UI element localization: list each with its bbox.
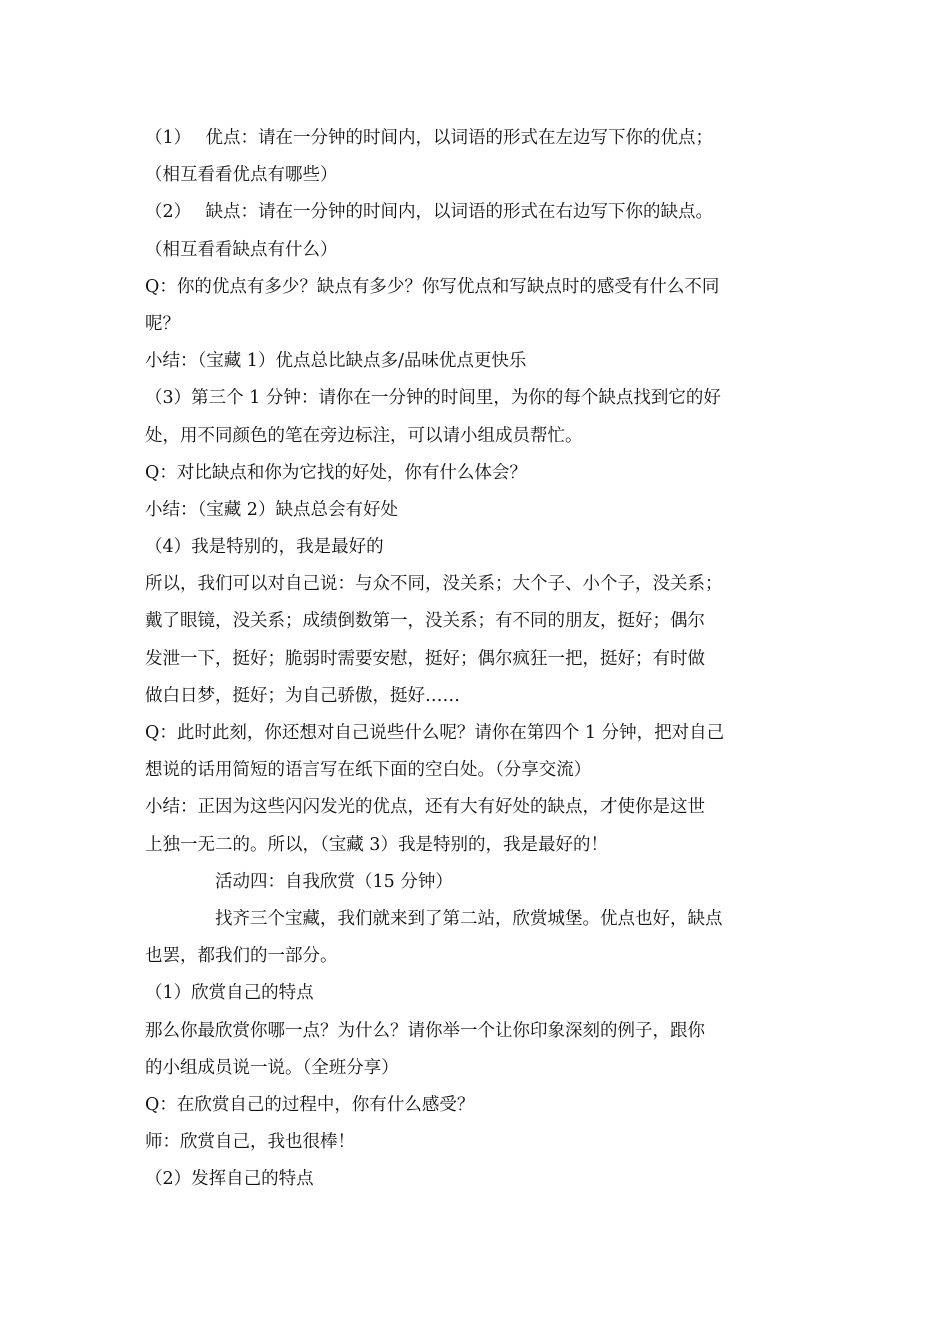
text-line: （相互看看缺点有什么） (145, 239, 338, 260)
text-line: （2） 缺点：请在一分钟的时间内，以词语的形式在右边写下你的缺点。 (145, 202, 713, 223)
question-line: Q：你的优点有多少？缺点有多少？你写优点和写缺点时的感受有什么不同 (145, 276, 720, 297)
subheading: （2）发挥自己的特点 (145, 1169, 314, 1190)
text-line: （3）第三个 1 分钟：请你在一分钟的时间里，为你的每个缺点找到它的好 (145, 388, 721, 409)
question-line: Q：在欣赏自己的过程中，你有什么感受？ (145, 1094, 475, 1115)
text-line: （4）我是特别的，我是最好的 (145, 537, 384, 558)
text-line: 上独一无二的。所以，（宝藏 3）我是特别的，我是最好的！ (145, 834, 608, 855)
teacher-line: 师：欣赏自己，我也很棒！ (145, 1132, 355, 1153)
section-heading: 活动四：自我欣赏（15 分钟） (215, 871, 453, 892)
text-line: 的小组成员说一说。（全班分享） (145, 1057, 399, 1078)
text-line: 也罢，都我们的一部分。 (145, 946, 338, 967)
question-line: Q：对比缺点和你为它找的好处，你有什么体会？ (145, 462, 527, 483)
text-line: 做白日梦，挺好；为自己骄傲，挺好…… (145, 685, 460, 706)
text-line: 发泄一下，挺好；脆弱时需要安慰，挺好；偶尔疯狂一把，挺好；有时做 (145, 648, 705, 669)
text-line: 那么你最欣赏你哪一点？为什么？请你举一个让你印象深刻的例子，跟你 (145, 1020, 705, 1041)
subheading: （1）欣赏自己的特点 (145, 983, 314, 1004)
summary-line: 小结：（宝藏 2）缺点总会有好处 (145, 499, 398, 520)
text-line: 戴了眼镜，没关系；成绩倒数第一，没关系；有不同的朋友，挺好；偶尔 (145, 611, 705, 632)
document-body (145, 120, 810, 1198)
question-line: Q：此时此刻，你还想对自己说些什么呢？请你在第四个 1 分钟，把对自己 (145, 723, 725, 743)
summary-line: 小结：（宝藏 1）优点总比缺点多/品味优点更快乐 (145, 351, 527, 372)
text-line: 想说的话用简短的语言写在纸下面的空白处。（分享交流） (145, 760, 592, 781)
text-line: 所以，我们可以对自己说：与众不同，没关系；大个子、小个子，没关系； (145, 574, 723, 595)
summary-line: 小结：正因为这些闪闪发光的优点，还有大有好处的缺点，才使你是这世 (145, 797, 705, 818)
text-line: 呢？ (145, 313, 180, 334)
paragraph-start: 找齐三个宝藏，我们就来到了第二站，欣赏城堡。优点也好，缺点 (215, 908, 723, 929)
text-line: 处，用不同颜色的笔在旁边标注，可以请小组成员帮忙。 (145, 425, 583, 446)
text-line: （1） 优点：请在一分钟的时间内，以词语的形式在左边写下你的优点； (145, 128, 713, 148)
text-line: （相互看看优点有哪些） (145, 165, 338, 186)
